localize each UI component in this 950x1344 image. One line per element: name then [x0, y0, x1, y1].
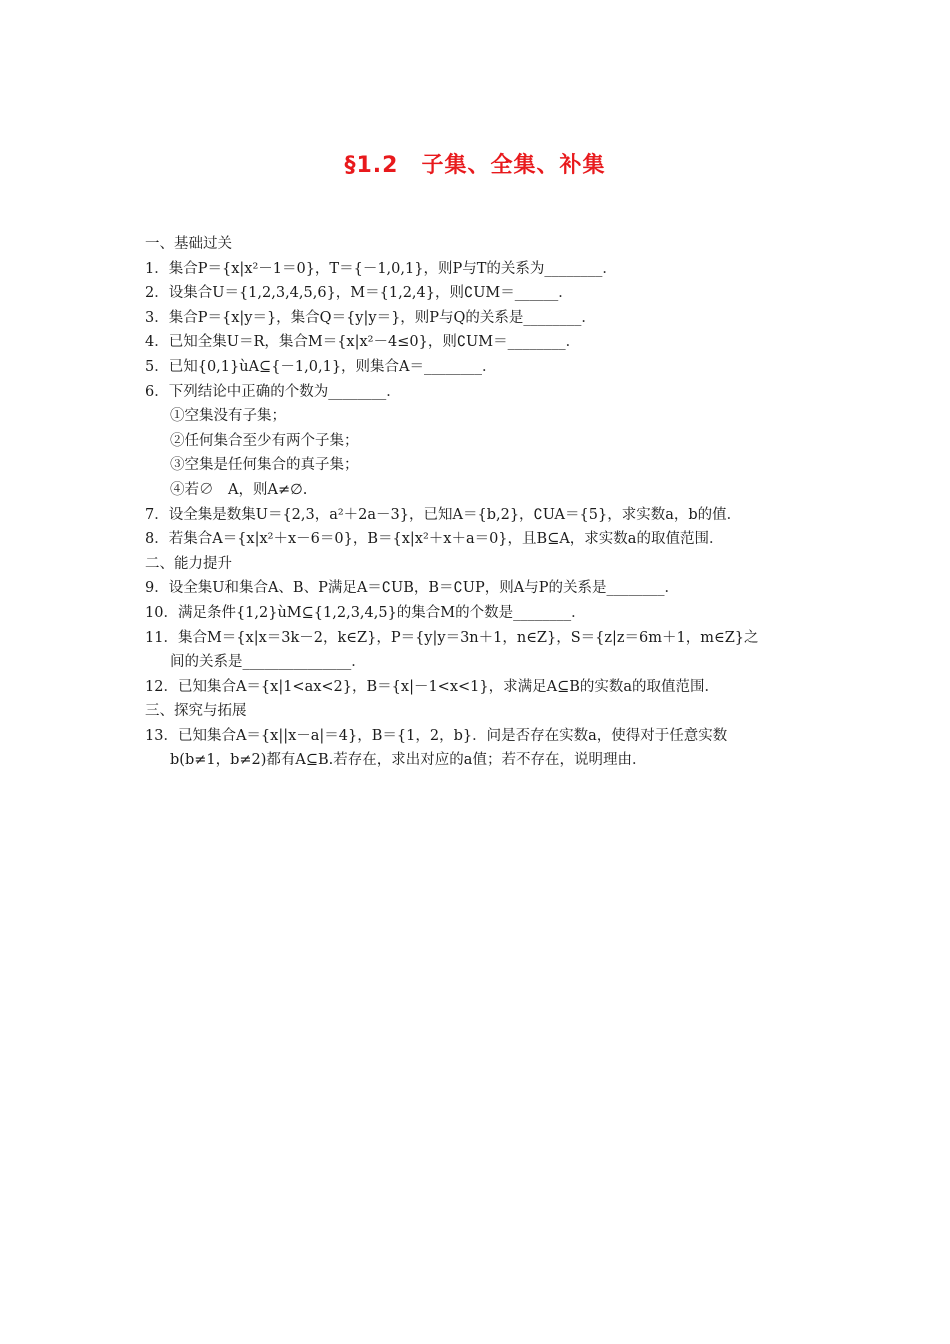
question-5: 5．已知{0,1}ùA⊆{－1,0,1}，则集合A＝________．: [145, 358, 497, 375]
question-9: 9．设全集U和集合A、B、P满足A＝∁UB，B＝∁UP，则A与P的关系是________．: [145, 580, 679, 597]
section-heading-advanced: 二、能力提升: [145, 555, 232, 572]
question-12: 12．已知集合A＝{x|1<ax<2}，B＝{x|－1<x<1}，求满足A⊆B的实数a的取值范围．: [145, 678, 720, 695]
question-8: 8．若集合A＝{x|x²＋x－6＝0}，B＝{x|x²＋x＋a＝0}，且B⊆A，求实数a的取值范围．: [145, 531, 724, 548]
question-11-continued: 间的关系是_______________．: [170, 654, 366, 671]
question-1: 1．集合P＝{x|x²－1＝0}，T＝{－1,0,1}，则P与T的关系为________．: [145, 260, 617, 277]
question-6: 6．下列结论中正确的个数为________．: [145, 383, 401, 400]
question-4: 4．已知全集U＝R，集合M＝{x|x²－4≤0}，则∁UM＝________．: [145, 334, 581, 351]
question-6-option-2: ②任何集合至少有两个子集；: [170, 432, 359, 449]
section-heading-explore: 三、探究与拓展: [145, 703, 247, 720]
question-13-continued: b(b≠1，b≠2)都有A⊆B.若存在，求出对应的a值；若不存在，说明理由．: [170, 752, 647, 769]
question-10: 10．满足条件{1,2}ùM⊆{1,2,3,4,5}的集合M的个数是________．: [145, 604, 586, 621]
section-heading-basic: 一、基础过关: [145, 236, 232, 252]
question-2: 2．设集合U＝{1,2,3,4,5,6}，M＝{1,2,4}，则∁UM＝______．: [145, 285, 573, 302]
question-6-option-4: ④若∅ A，则A≠∅.: [170, 481, 308, 498]
question-13: 13．已知集合A＝{x||x－a|＝4}，B＝{1，2，b}．问是否存在实数a，使得对于任意实数: [145, 727, 728, 744]
question-7: 7．设全集是数集U＝{2,3，a²＋2a－3}，已知A＝{b,2}，∁UA＝{5}，求实数a，b的值．: [145, 506, 742, 523]
page-title: §1.2 子集、全集、补集: [344, 153, 606, 178]
question-11: 11．集合M＝{x|x＝3k－2，k∈Z}，P＝{y|y＝3n＋1，n∈Z}，S＝{z|z＝6m＋1，m∈Z}之: [145, 629, 759, 646]
question-3: 3．集合P＝{x|y＝}，集合Q＝{y|y＝}，则P与Q的关系是________．: [145, 309, 596, 326]
exercise-list: [145, 232, 815, 773]
question-6-option-3: ③空集是任何集合的真子集；: [170, 457, 359, 474]
question-6-option-1: ①空集没有子集；: [170, 408, 286, 425]
